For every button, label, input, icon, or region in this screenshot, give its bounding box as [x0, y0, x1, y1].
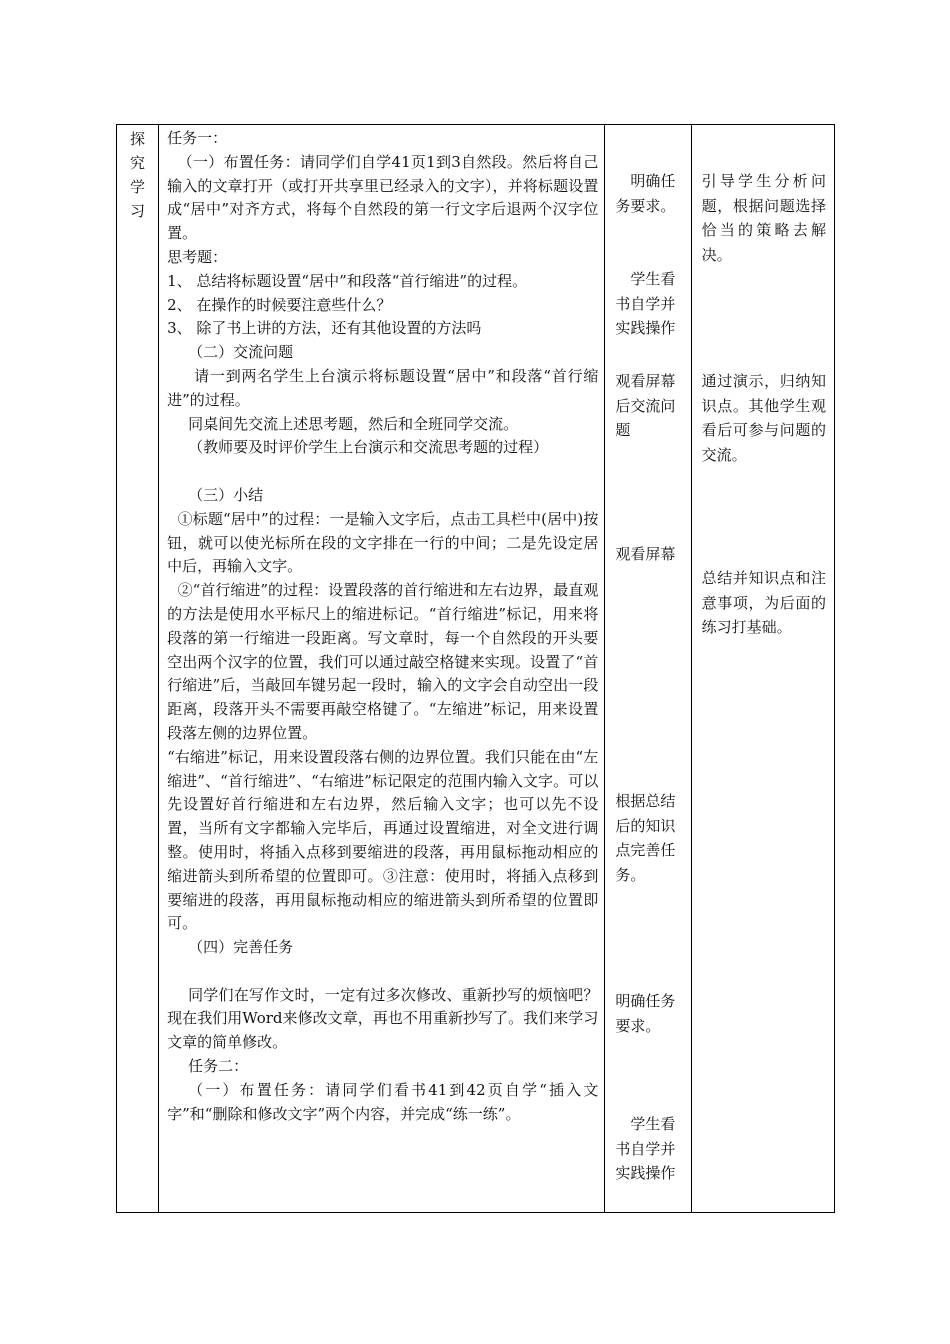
row-label-char: 学 — [130, 178, 146, 196]
blank-line — [167, 960, 598, 984]
teacher-intent-3: 总结并知识点和注意事项，为后面的练习打基础。 — [701, 569, 826, 637]
content-line: （二）交流问题 — [188, 343, 294, 362]
content-line: 同桌间先交流上述思考题，然后和全班同学交流。 — [188, 414, 519, 433]
content-line: 同学们在写作文时，一定有过多次修改、重新抄写的烦恼吧？现在我们用Word来修改文章，再也不用重新抄写了。我们来学习文章的简单修改。 — [167, 985, 599, 1052]
student-activity-7: 学生看 书自学并 实践操作 — [615, 1115, 676, 1183]
teacher-intent-cell — [691, 125, 834, 1213]
content-line: （三）小结 — [188, 485, 264, 504]
student-activity-1: 明确任 务要求。 — [615, 172, 676, 215]
content-line: 请一到两名学生上台演示将标题设置“居中”和段落“首行缩进”的过程。 — [167, 366, 599, 409]
content-line: 3、 除了书上讲的方法，还有其他设置的方法吗 — [167, 319, 482, 338]
content-line: （教师要及时评价学生上台演示和交流思考题的过程） — [188, 438, 549, 457]
teaching-content-cell — [159, 125, 605, 1213]
student-activity-4: 观看屏幕 — [615, 545, 676, 563]
teacher-intent-1: 引导学生分析问题，根据问题选择恰当的策略去解决。 — [701, 172, 826, 264]
content-line: ②“首行缩进”的过程：设置段落的首行缩进和左右边界，最直观的方法是使用水平标尺上的缩进标记。“首行缩进”标记，用来将段落的第一行缩进一段距离。写文章时，每一个自然段的开头要空出两个汉字的位置，我们可以通过敲空格键来实现。设置了“首行缩进”后，当敲回车键另起一段时，输入的文字会自动空出一段距离，段落开头不需要再敲空格键了。“左缩进”标记，用来设置段落左侧的边界位置。 — [167, 581, 599, 742]
row-label-char: 探 — [130, 130, 146, 148]
student-activity-cell — [605, 125, 691, 1213]
blank-line — [167, 460, 598, 484]
content-line: ①标题“居中”的过程：一是输入文字后，点击工具栏中(居中)按钮，就可以使光标所在段的文字排在一行的中间；二是先设定居中后，再输入文字。 — [167, 509, 599, 576]
content-line: 任务一： — [167, 129, 228, 147]
row-label-char: 究 — [130, 154, 146, 172]
content-line: 任务二： — [188, 1057, 249, 1076]
content-line: “右缩进”标记，用来设置段落右侧的边界位置。我们只能在由“左缩进”、“首行缩进”、“右缩进”标记限定的范围内输入文字。可以先设置好首行缩进和左右边界，然后输入文字；也可以先不设置，当所有文字都输入完毕后，再通过设置缩进，对全文进行调整。使用时，将插入点移到要缩进的段落，再用鼠标拖动相应的缩进箭头到所希望的位置即可。③注意：使用时，将插入点移到要缩进的段落，再用鼠标拖动相应的缩进箭头到所希望的位置即可。 — [167, 747, 599, 933]
student-activity-2: 学生看 书自学并 实践操作 — [615, 270, 676, 338]
row-label-cell — [117, 125, 159, 1213]
table-row — [117, 125, 835, 1213]
lesson-plan-table — [116, 124, 835, 1213]
student-activity-6: 明确任务 要求。 — [615, 992, 676, 1035]
teacher-intent-2: 通过演示，归纳知识点。其他学生观看后可参与问题的交流。 — [701, 372, 826, 464]
content-line: （一）布置任务：请同学们看书41到42页自学“插入文字”和“删除和修改文字”两个内容，并完成“练一练”。 — [167, 1080, 599, 1123]
student-activity-3: 观看屏幕 后交流问 题 — [615, 372, 676, 440]
student-activity-5: 根据总结 后的知识 点完善任 务。 — [615, 792, 676, 884]
content-line: 1、 总结将标题设置“居中”和段落“首行缩进”的过程。 — [167, 271, 528, 290]
row-label-char: 习 — [130, 202, 146, 220]
content-line: （四）完善任务 — [188, 938, 294, 957]
content-line: 思考题： — [167, 247, 228, 266]
content-line: （一）布置任务：请同学们自学41页1到3自然段。然后将自己输入的文章打开（或打开共享里已经录入的文字），并将标题设置成“居中”对齐方式，将每个自然段的第一行文字后退两个汉字位置。 — [167, 152, 599, 243]
row-label — [117, 125, 158, 223]
content-line: 2、 在操作的时候要注意些什么？ — [167, 295, 392, 314]
